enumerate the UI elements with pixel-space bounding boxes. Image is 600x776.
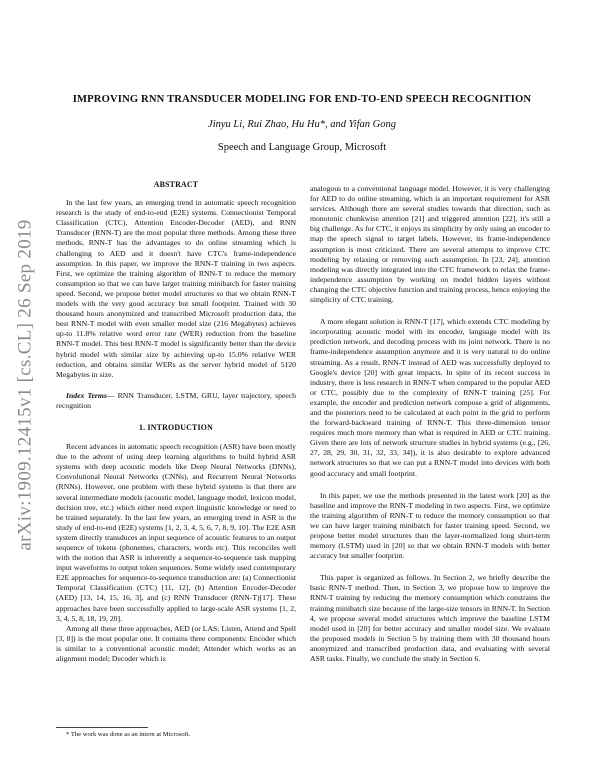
body-paragraph: In this paper, we use the methods presented in the latest work [20] as the baseline and improve the RNN-T modeling in two aspects. First, we optimize the training algorithm of RNN-T to reduce the memory consumption so that we can have larger training minibatch for faster training speed. Second, we propose better model structures than the layer-normalized long short-term memory (LSTM) used in [20] so that we obtain RNN-T models with better accuracy but smaller footprint. bbox=[310, 490, 550, 561]
body-paragraph: This paper is organized as follows. In Section 2, we briefly describe the basic RNN-T method. Then, in Section 3, we propose how to improve the RNN-T training by reducing the memory consumption which constrains the training minibatch size because of the large-size tensors in RNN-T. In Section 4, we propose several model structures which improve the baseline LSTM model used in [20] for better accuracy and smaller model size. We evaluate the proposed models in Section 5 by training them with 30 thousand hours anonymized and transcribed production data, and evaluating with several ASR tasks. Finally, we conclude the study in Section 6. bbox=[310, 573, 550, 664]
body-paragraph: A more elegant solution is RNN-T [17], which extends CTC modeling by incorporating acoustic model with its encoder, language model with its prediction network, and decoding process with its joint network. There is no frame-independence assumption anymore and it is very natural to do online streaming. As a result, RNN-T instead of AED was successfully deployed to Google's device [20] with great impacts. In spite of its recent success in industry, there is less research in RNN-T when compared to the popular AED or CTC, possibly due to the complexity of RNN-T training [25]. For example, the encoder and prediction network compose a grid of alignments, and the posteriors need to be calculated at each point in the grid to perform the forward-backward training of RNN-T. This three-dimension tensor requires much more memory than what is required in AED or CTC training. Given there are lots of network structure studies in hybrid systems (e.g., [26, 27, 28, 29, 30, 31, 32, 33, 34]), it is also desirable to explore advanced network structures so that we can put a RNN-T model into devices with both good accuracy and small footprint. bbox=[310, 317, 550, 478]
right-column bbox=[310, 184, 550, 664]
index-terms-text: RNN Transducer, LSTM, GRU, layer trajectory, speech recognition bbox=[56, 390, 297, 410]
abstract-text: In the last few years, an emerging trend in automatic speech recognition research is the study of end-to-end (E2E) systems. Connectionist Temporal Classification (CTC), Attention Encoder-Decoder (AED), and RNN Transducer (RNN-T) are the most popular three methods. Among these three methods, RNN-T has the advantages to do online streaming which is challenging to AED and it doesn't have CTC's frame-independence assumption. In this paper, we improve the RNN-T training in two aspects. First, we optimize the training algorithm of RNN-T to reduce the memory consumption so that we can have larger training minibatch for faster training speed. Second, we propose better model structures so that we obtain RNN-T models with the very good accuracy but small footprint. Trained with 30 thousand hours anonymized and transcribed Microsoft production data, the best RNN-T model with even smaller model size (216 Megabytes) achieves up-to 11.8% relative word error rate (WER) reduction from the baseline RNN-T model. This best RNN-T model is significantly better than the device hybrid model with similar size by achieving up-to 15.0% relative WER reduction, and obtains similar WERs as the server hybrid model of 5120 Megabytes in size. bbox=[56, 198, 296, 379]
arxiv-identifier-stamp bbox=[14, 190, 38, 580]
abstract-heading: ABSTRACT bbox=[153, 180, 199, 189]
arxiv-stamp-text: arXiv:1909.12415v1 [cs.CL] 26 Sep 2019 bbox=[15, 219, 37, 551]
index-terms bbox=[56, 391, 296, 411]
intro-paragraph: Among all these three approaches, AED (or LAS: Listen, Attend and Spell [3, 8]) is the most popular one. It contains three components: Encoder which is similar to a conventional acoustic model; Attender which works as an alignment model; Decoder which is bbox=[56, 623, 296, 664]
footnote-rule bbox=[56, 727, 148, 728]
introduction-heading: 1. INTRODUCTION bbox=[138, 422, 214, 432]
author-affiliation: Speech and Language Group, Microsoft bbox=[217, 142, 387, 153]
paper-title: IMPROVING RNN TRANSDUCER MODELING FOR END-TO-END SPEECH RECOGNITION bbox=[72, 94, 532, 105]
left-column bbox=[56, 180, 296, 664]
index-terms-label: Index Terms bbox=[66, 390, 107, 400]
paper-authors: Jinyu Li, Rui Zhao, Hu Hu*, and Yifan Gong bbox=[208, 119, 396, 130]
body-paragraph: analogous to a conventional language model. However, it is very challenging for AED to do online streaming, which is an important requirement for ASR services. Although there are several studies towards that direction, such as monotonic chunkwise attention [21] and triggered attention [22], it's still a big challenge. As for CTC, it enjoys its simplicity by only using an encoder to map the speech signal to target labels. However, its frame-independence assumption is most criticized. There are several attempts to improve CTC modeling by relaxing or removing such assumption. In [23, 24], attention modeling was directly integrated into the CTC framework to relax the frame-independence assumption by working on model hidden layers without changing the CTC objective function and training process, hence enjoying the simplicity of CTC training. bbox=[310, 184, 550, 305]
footnote-text: * The work was done as an intern at Microsoft. bbox=[66, 731, 191, 738]
footnote bbox=[56, 727, 296, 739]
intro-paragraph: Recent advances in automatic speech recognition (ASR) have been mostly due to the advent of using deep learning algorithms to build hybrid ASR systems with deep acoustic models like Deep Neural Networks (DNNs), Convolutional Neural Networks (CNNs), and Recurrent Neural Networks (RNNs). However, one problem with these hybrid systems is that there are several intermediate models (acoustic model, language model, lexicon model, decision tree, etc.) which either need expert linguistic knowledge or need to be trained separately. In the last few years, an emerging trend in ASR is the study of end-to-end (E2E) systems [1, 2, 3, 4, 5, 6, 7, 8, 9, 10]. The E2E ASR system directly transduces an input sequence of acoustic features to an output sequence of tokens (phonemes, characters, words etc). This reconciles well with the notion that ASR is inherently a sequence-to-sequence task mapping input waveforms to output token sequences. Some widely used contemporary E2E approaches for sequence-to-sequence transduction are: (a) Connectionist Temporal Classification (CTC) [11, 12], (b) Attention Encoder-Decoder (AED) [13, 14, 15, 16, 3], and (c) RNN Transducer (RNN-T)[17]. These approaches have been successfully applied to large-scale ASR systems [1, 2, 3, 4, 5, 8, 18, 19, 20]. bbox=[56, 442, 296, 623]
index-terms-dash: — bbox=[106, 390, 118, 400]
